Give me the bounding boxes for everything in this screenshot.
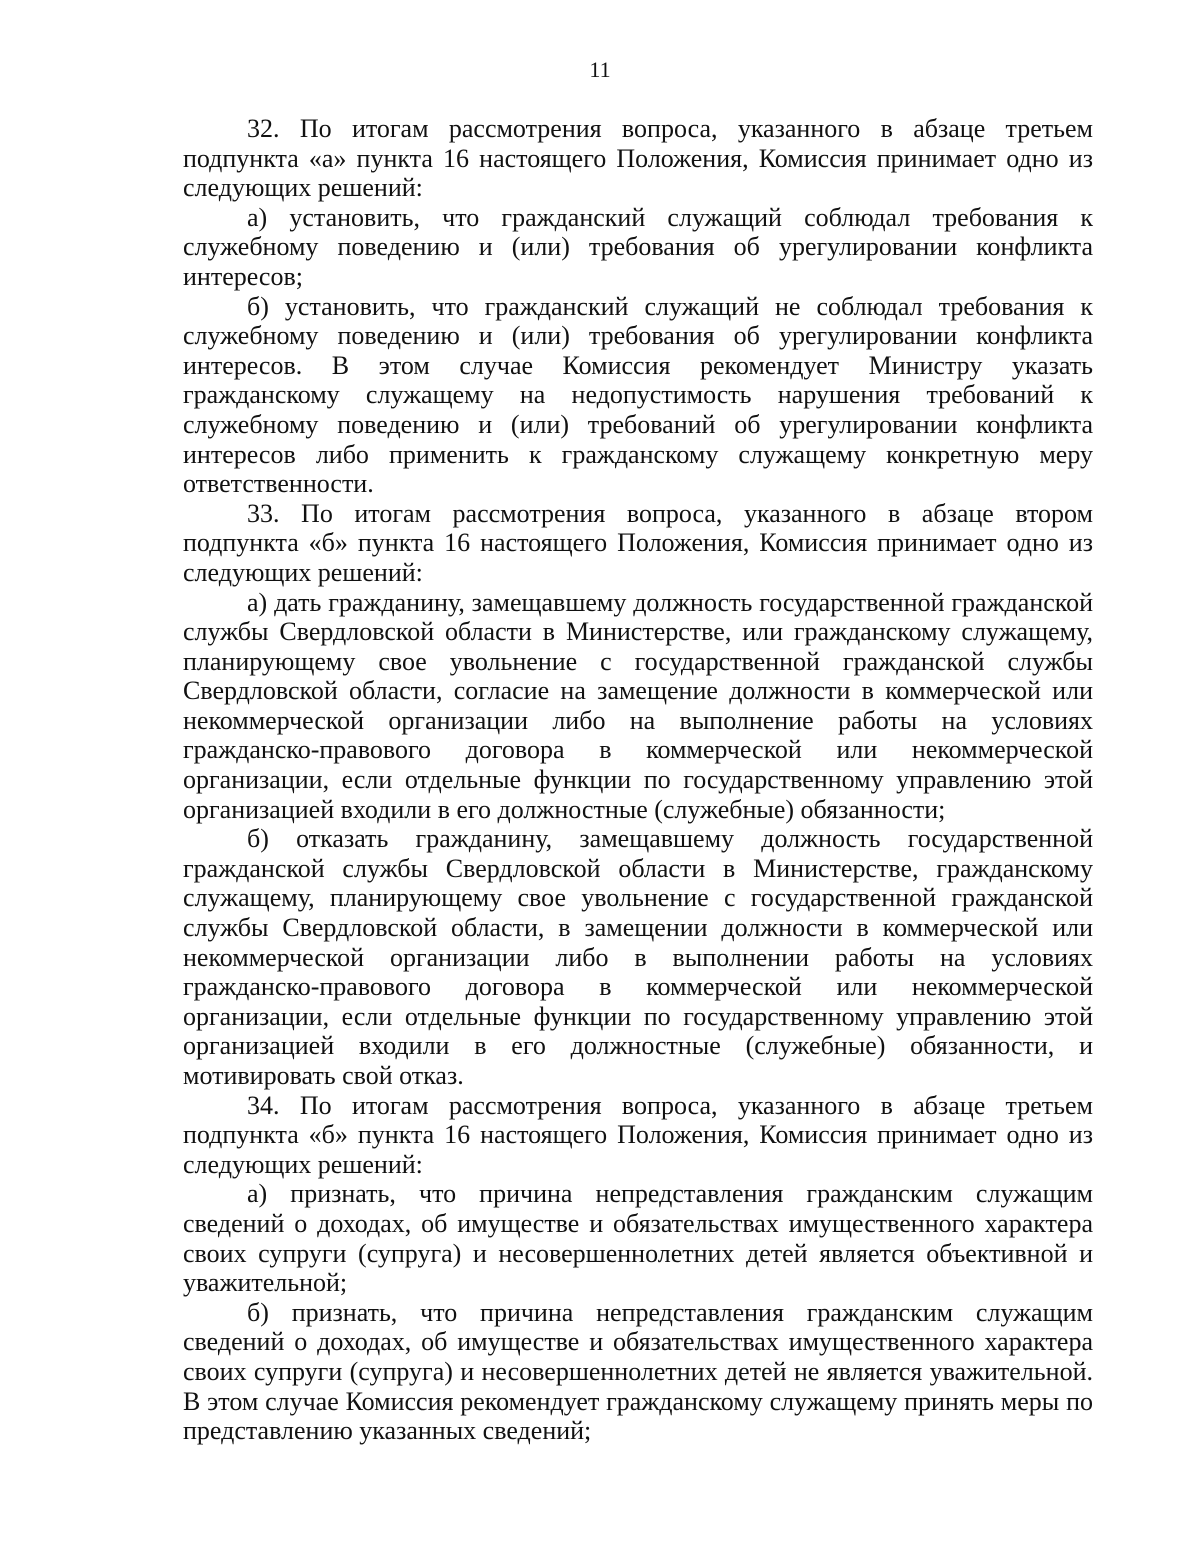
paragraph-34-a: а) признать, что причина непредставления гражданским служащим сведений о доходах, об имуществе и обязательствах имущественного характера своих супруги (супруга) и несовершеннолетних детей является объективной и уважительной; xyxy=(183,1179,1093,1298)
document-body xyxy=(183,114,1093,1446)
paragraph-32-a: а) установить, что гражданский служащий соблюдал требования к служебному поведению и (или) требования об урегулировании конфликта интересов; xyxy=(183,202,1093,291)
paragraph-32-b: б) установить, что гражданский служащий не соблюдал требования к служебному поведению и (или) требования об урегулировании конфликта интересов. В этом случае Комиссия рекомендует Министру указать гражданскому служащему на недопустимость нарушения требований к служебному поведению и (или) требований об урегулировании конфликта интересов либо применить к гражданскому служащему конкретную меру ответственности. xyxy=(183,291,1093,499)
paragraph-33-b: б) отказать гражданину, замещавшему должность государственной гражданской службы Свердловской области в Министерстве, гражданскому служащему, планирующему свое увольнение с государственной гражданской службы Свердловской области, в замещении должности в коммерческой или некоммерческой организации либо в выполнении работы на условиях гражданско-правового договора в коммерческой или некоммерческой организации, если отдельные функции по государственному управлению этой организацией входили в его должностные (служебные) обязанности, и мотивировать свой отказ. xyxy=(183,824,1093,1090)
paragraph-34-b: б) признать, что причина непредставления гражданским служащим сведений о доходах, об имуществе и обязательствах имущественного характера своих супруги (супруга) и несовершеннолетних детей не является уважительной. В этом случае Комиссия рекомендует гражданскому служащему принять меры по представлению указанных сведений; xyxy=(183,1297,1093,1446)
paragraph-33-a: а) дать гражданину, замещавшему должность государственной гражданской службы Свердловской области в Министерстве, или гражданскому служащему, планирующему свое увольнение с государственной гражданской службы Свердловской области, согласие на замещение должности в коммерческой или некоммерческой организации либо на выполнение работы на условиях гражданско-правового договора в коммерческой или некоммерческой организации, если отдельные функции по государственному управлению этой организацией входили в его должностные (служебные) обязанности; xyxy=(183,587,1093,824)
page-number: 11 xyxy=(589,57,611,82)
paragraph-34: 34. По итогам рассмотрения вопроса, указанного в абзаце третьем подпункта «б» пункта 16 настоящего Положения, Комиссия принимает одно из следующих решений: xyxy=(183,1090,1093,1179)
paragraph-33: 33. По итогам рассмотрения вопроса, указанного в абзаце втором подпункта «б» пункта 16 настоящего Положения, Комиссия принимает одно из следующих решений: xyxy=(183,498,1093,587)
paragraph-32: 32. По итогам рассмотрения вопроса, указанного в абзаце третьем подпункта «а» пункта 16 настоящего Положения, Комиссия принимает одно из следующих решений: xyxy=(183,114,1093,203)
